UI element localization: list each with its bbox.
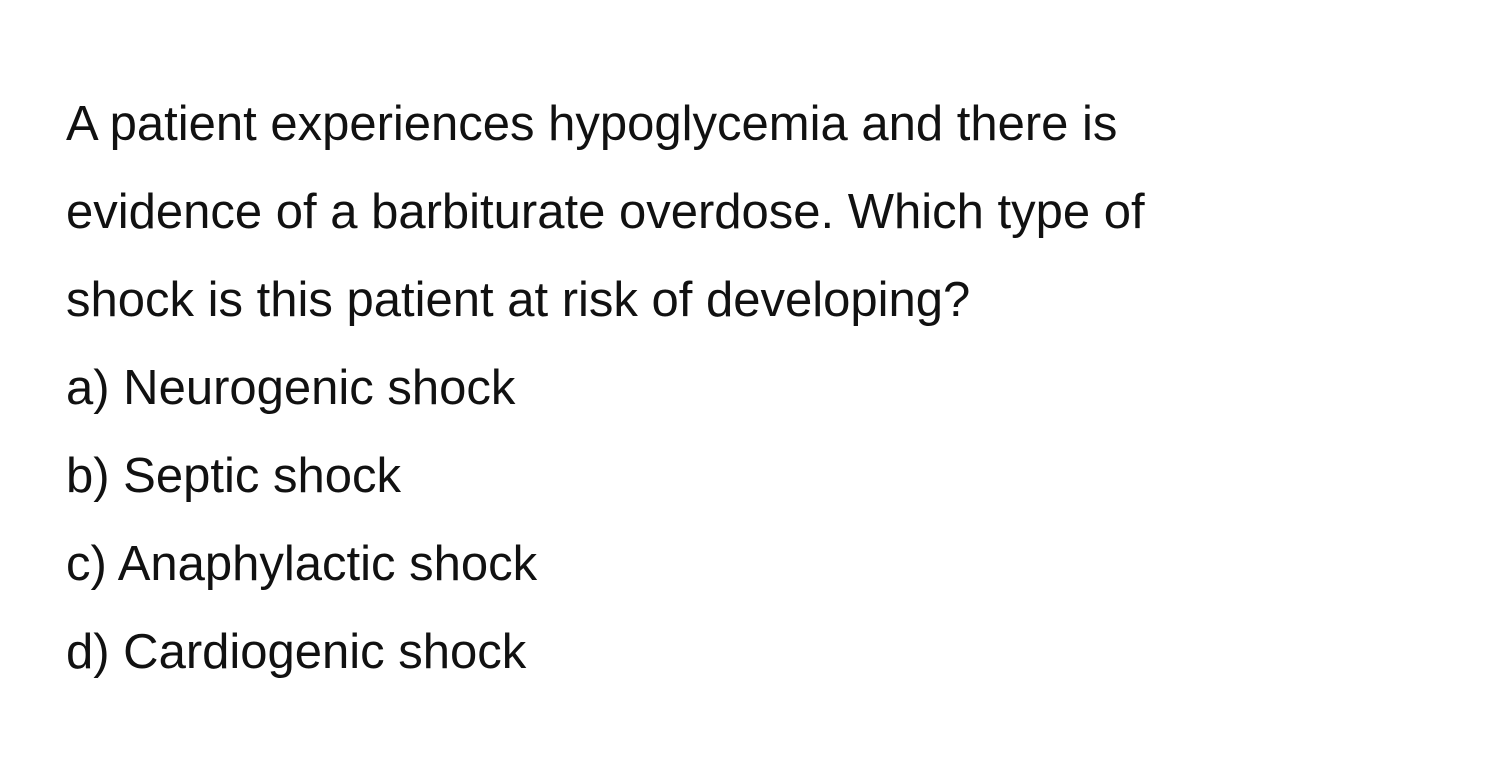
answer-options <box>66 344 1466 696</box>
question-line: A patient experiences hypoglycemia and there is <box>66 97 1118 151</box>
question-line: evidence of a barbiturate overdose. Which type of <box>66 185 1145 239</box>
option-b: b) Septic shock <box>66 449 401 503</box>
question-text <box>66 80 1466 344</box>
option-c: c) Anaphylactic shock <box>66 537 538 591</box>
option-d: d) Cardiogenic shock <box>66 625 527 679</box>
option-a: a) Neurogenic shock <box>66 361 516 415</box>
question-card <box>66 80 1466 696</box>
question-line: shock is this patient at risk of developing? <box>66 273 971 327</box>
